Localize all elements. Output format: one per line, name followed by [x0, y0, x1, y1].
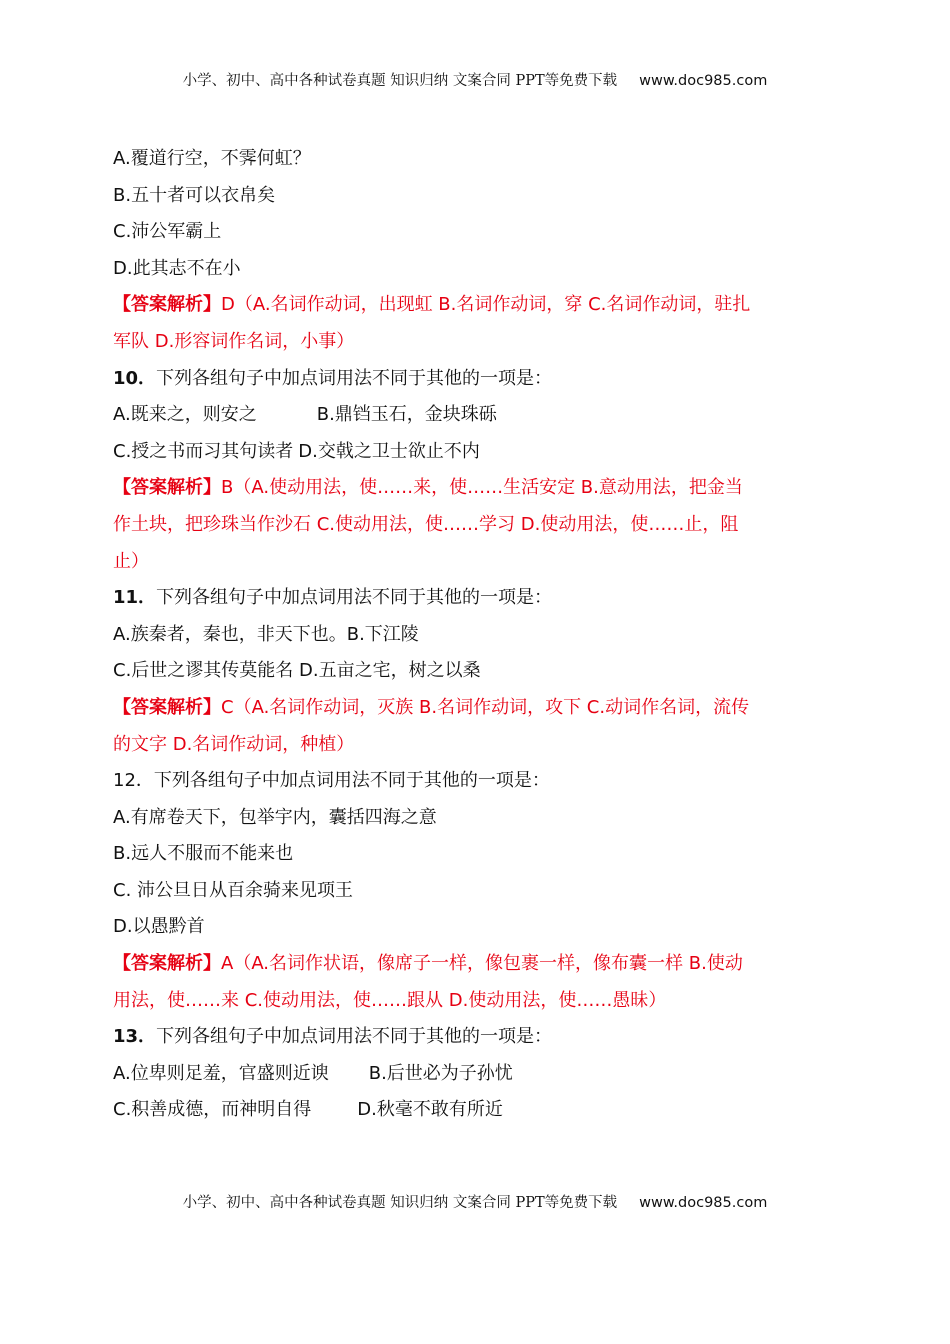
answer-tag: 【答案解析】 — [113, 696, 221, 718]
q13-option-b: B.后世必为子孙忧 — [368, 1062, 513, 1084]
q13-option-a: A.位卑则足羞，官盛则近谀 — [113, 1062, 329, 1084]
q10-answer-text-3: 止） — [113, 550, 149, 572]
q13-stem — [113, 1019, 839, 1056]
q10-number: 10． — [113, 367, 157, 389]
page-footer — [0, 1191, 950, 1212]
q12-answer — [113, 946, 839, 983]
q10-option-d: D.交戟之卫士欲止不内 — [298, 440, 480, 462]
q11-stem — [113, 580, 839, 617]
q13-options-ab — [113, 1056, 839, 1093]
q13-number: 13． — [113, 1026, 157, 1048]
q12-option-d: D.以愚黔首 — [113, 916, 205, 938]
q12-option-b: B.远人不服而不能来也 — [113, 843, 294, 865]
footer-url[interactable]: www.doc985.com — [639, 1195, 768, 1211]
q12-option-c: C. 沛公旦日从百余骑来见项王 — [113, 879, 354, 901]
q11-answer-text-1: C（A.名词作动词，灭族 B.名词作动词，攻下 C.动词作名词，流传 — [221, 696, 750, 718]
q11-number: 11． — [113, 587, 157, 609]
q11-answer — [113, 690, 839, 727]
header-text: 小学、初中、高中各种试卷真题 知识归纳 文案合同 PPT等免费下载 — [182, 73, 618, 89]
q10-options-ab — [113, 397, 839, 434]
q13-option-d: D.秋毫不敢有所近 — [357, 1099, 503, 1121]
q13-options-cd — [113, 1092, 839, 1129]
q13-stem-text: 下列各组句子中加点词用法不同于其他的一项是： — [156, 1026, 553, 1048]
answer-tag: 【答案解析】 — [113, 294, 221, 316]
q11-stem-text: 下列各组句子中加点词用法不同于其他的一项是： — [156, 587, 553, 609]
q9-answer-text-1: D（A.名词作动词，出现虹 B.名词作动词，穿 C.名词作动词，驻扎 — [221, 294, 751, 316]
answer-tag: 【答案解析】 — [113, 477, 221, 499]
q11-options-ab: A.族秦者，秦也，非天下也。B.下江陵 — [113, 623, 419, 645]
q10-options-cd — [113, 434, 839, 471]
q10-option-a: A.既来之，则安之 — [113, 404, 257, 426]
q9-answer-text-2: 军队 D.形容词作名词，小事） — [113, 330, 355, 352]
q12-answer-text-2: 用法，使……来 C.使动用法，使……跟从 D.使动用法，使……愚昧） — [113, 989, 667, 1011]
q10-answer-text-2: 作土块，把珍珠当作沙石 C.使动用法，使……学习 D.使动用法，使……止，阻 — [113, 513, 739, 535]
q10-stem-text: 下列各组句子中加点词用法不同于其他的一项是： — [156, 367, 553, 389]
q11-options-cd: C.后世之谬其传莫能名 D.五亩之宅，树之以桑 — [113, 660, 481, 682]
document-body — [113, 141, 839, 1129]
q9-option-b: B.五十者可以衣帛矣 — [113, 184, 276, 206]
q12-stem: 12．下列各组句子中加点词用法不同于其他的一项是： — [113, 770, 550, 792]
q9-answer — [113, 287, 839, 324]
q10-answer — [113, 470, 839, 507]
q10-option-c: C.授之书而习其句读者 — [113, 440, 294, 462]
q9-option-a: A.覆道行空，不霁何虹？ — [113, 148, 311, 169]
q9-option-c: C.沛公军霸上 — [113, 221, 222, 243]
q13-option-c: C.积善成德，而神明自得 — [113, 1099, 312, 1121]
header-url[interactable]: www.doc985.com — [639, 73, 768, 89]
q10-option-b: B.鼎铛玉石，金块珠砾 — [316, 404, 497, 426]
q12-option-a: A.有席卷天下，包举宇内，囊括四海之意 — [113, 806, 437, 828]
answer-tag: 【答案解析】 — [113, 953, 221, 975]
q9-option-d: D.此其志不在小 — [113, 257, 241, 279]
q10-stem — [113, 361, 839, 398]
q10-answer-text-1: B（A.使动用法，使……来，使……生活安定 B.意动用法，把金当 — [221, 477, 743, 499]
q11-answer-text-2: 的文字 D.名词作动词，种植） — [113, 733, 355, 755]
page-header — [0, 69, 950, 90]
footer-text: 小学、初中、高中各种试卷真题 知识归纳 文案合同 PPT等免费下载 — [182, 1195, 618, 1211]
q12-answer-text-1: A（A.名词作状语，像席子一样，像包裹一样，像布囊一样 B.使动 — [221, 953, 743, 975]
